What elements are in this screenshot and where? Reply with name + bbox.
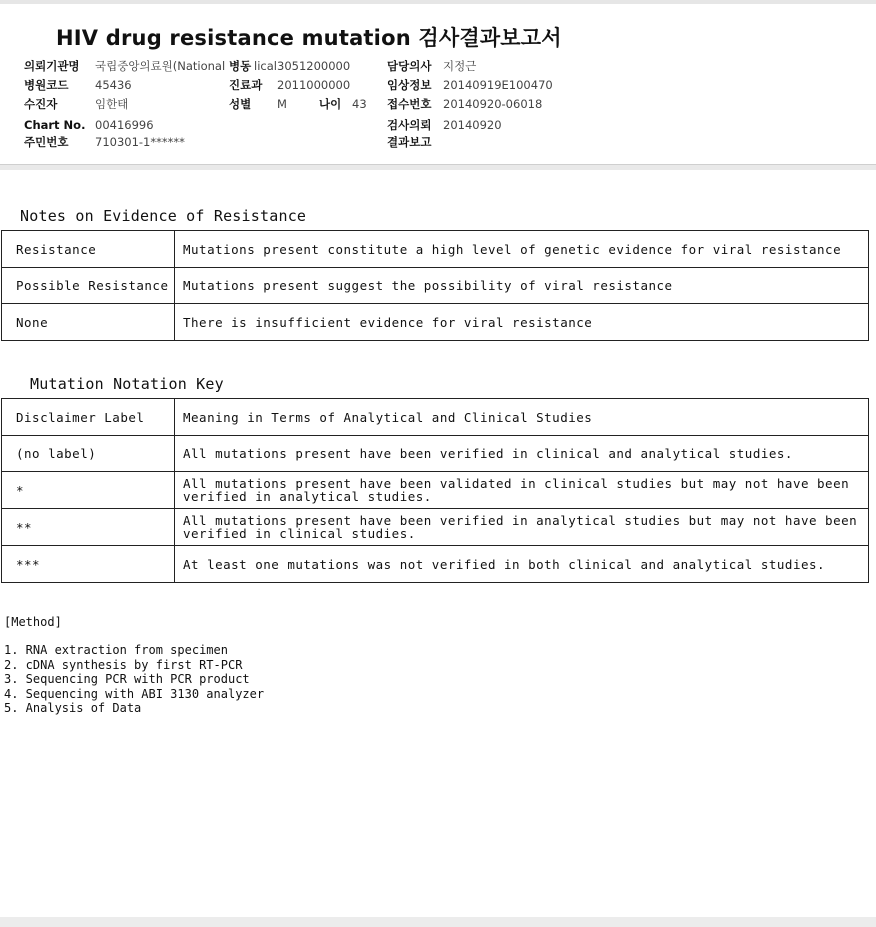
method-heading: [Method] (4, 615, 62, 629)
request-label: 검사의뢰 (387, 118, 432, 132)
evidence-text: Mutations present constitute a high level of genetic evidence for viral resistance (175, 231, 869, 268)
notation-label: (no label) (2, 436, 175, 472)
table-row (2, 268, 869, 304)
id-value: 710301-1****** (95, 135, 185, 149)
age-label: 나이 (319, 97, 342, 111)
notation-label: ** (2, 509, 175, 546)
table-row (2, 472, 869, 509)
notation-text-wrapped: All mutations present have been validated in clinical studies but may not have been verified in analytical studies. (183, 476, 850, 504)
patient-label: 수진자 (24, 97, 58, 111)
notation-label: Disclaimer Label (2, 399, 175, 436)
dept-value: 2011000000 (277, 78, 351, 92)
ward-label: 병동 (229, 59, 252, 73)
notation-text-wrapped: All mutations present have been verified in analytical studies but may not have been verified in clinical studies. (183, 513, 858, 541)
id-label: 주민번호 (24, 135, 69, 149)
method-step: 4. Sequencing with ABI 3130 analyzer (4, 686, 265, 701)
receipt-label: 접수번호 (387, 97, 432, 111)
table-row (2, 546, 869, 583)
method-step: 2. cDNA synthesis by first RT-PCR (4, 657, 243, 672)
evidence-heading: Notes on Evidence of Resistance (20, 207, 307, 225)
institution-label: 의뢰기관명 (24, 59, 80, 73)
evidence-label: Possible Resistance (2, 268, 175, 304)
dept-label: 진료과 (229, 78, 263, 92)
patient-value: 임한태 (95, 97, 129, 111)
method-step: 5. Analysis of Data (4, 701, 142, 715)
doctor-value: 지정근 (443, 59, 477, 73)
age-value: 43 (352, 97, 367, 111)
ward-code-value: 3051200000 (277, 59, 351, 73)
sex-label: 성별 (229, 97, 252, 111)
notation-text (175, 509, 869, 546)
result-label: 결과보고 (387, 135, 432, 149)
notation-text: All mutations present have been verified in clinical and analytical studies. (175, 436, 869, 472)
notation-label: * (2, 472, 175, 509)
chart-value: 00416996 (95, 118, 154, 132)
notation-label: *** (2, 546, 175, 583)
notation-heading: Mutation Notation Key (30, 375, 224, 393)
evidence-label: None (2, 304, 175, 341)
method-step: 1. RNA extraction from specimen (4, 643, 228, 657)
institution-value: 국립중앙의료원(National (95, 59, 226, 73)
request-value: 20140920 (443, 118, 502, 132)
header-divider (0, 164, 876, 170)
hospital-code-value: 45436 (95, 78, 132, 92)
evidence-table (1, 230, 869, 341)
table-row (2, 304, 869, 341)
bottom-border (0, 917, 876, 927)
notation-text: At least one mutations was not verified in both clinical and analytical studies. (175, 546, 869, 583)
table-row (2, 509, 869, 546)
ward-value: lical (254, 59, 277, 73)
clinical-label: 임상정보 (387, 78, 432, 92)
receipt-value: 20140920-06018 (443, 97, 543, 111)
notation-table (1, 398, 869, 583)
method-step: 3. Sequencing PCR with PCR product (4, 672, 250, 686)
evidence-text: Mutations present suggest the possibility of viral resistance (175, 268, 869, 304)
report-header (0, 4, 876, 164)
hospital-code-label: 병원코드 (24, 78, 69, 92)
notation-text: Meaning in Terms of Analytical and Clinical Studies (175, 399, 869, 436)
notation-text (175, 472, 869, 509)
table-row (2, 231, 869, 268)
evidence-label: Resistance (2, 231, 175, 268)
chart-label: Chart No. (24, 118, 86, 132)
evidence-text: There is insufficient evidence for viral resistance (175, 304, 869, 341)
table-row (2, 399, 869, 436)
doctor-label: 담당의사 (387, 59, 432, 73)
table-row (2, 436, 869, 472)
report-title: HIV drug resistance mutation 검사결과보고서 (56, 26, 562, 50)
clinical-value: 20140919E100470 (443, 78, 553, 92)
sex-value: M (277, 97, 287, 111)
